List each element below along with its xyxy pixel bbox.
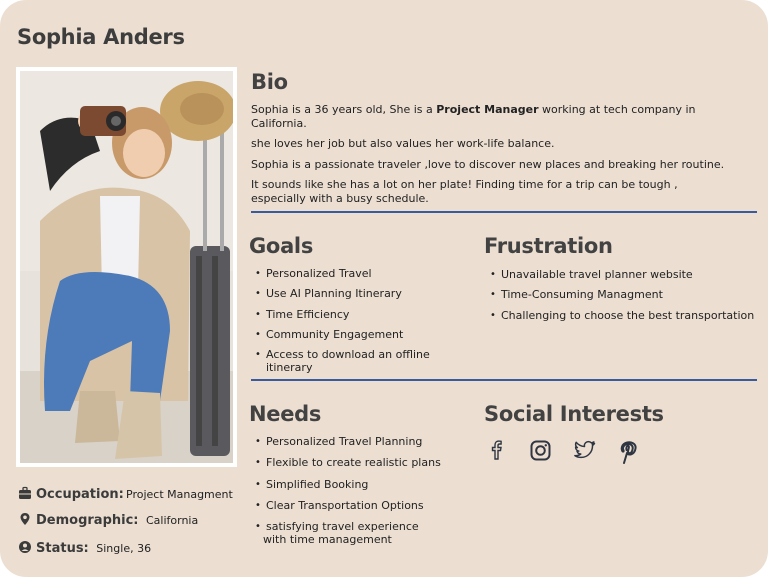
demographic-row xyxy=(18,512,198,528)
bio-line-1: Sophia is a 36 years old, She is a Project Manager working at tech company in California. xyxy=(251,103,696,130)
needs-heading: Needs xyxy=(249,402,322,426)
occupation-label: Occupation: xyxy=(36,487,124,502)
list-item: • Challenging to choose the best transportation xyxy=(487,309,757,329)
occupation-row xyxy=(18,486,233,502)
list-item: • Simplified Booking xyxy=(252,478,477,499)
list-item: • Flexible to create realistic plans xyxy=(252,456,477,477)
list-item: • Access to download an offline itinerary xyxy=(252,348,477,368)
status-icon xyxy=(18,540,32,554)
goals-list xyxy=(252,267,477,375)
bio-line-3: Sophia is a passionate traveler ,love to discover new places and breaking her routine. xyxy=(251,157,725,171)
list-item: • Time-Consuming Managment xyxy=(487,288,757,308)
persona-photo-image xyxy=(20,71,233,463)
list-item: • Time Efficiency xyxy=(252,308,477,328)
bio-line-2: she loves her job but also values her work-life balance. xyxy=(251,137,555,150)
list-item: • Community Engagement xyxy=(252,328,477,348)
demographic-label: Demographic: xyxy=(36,513,139,528)
frustration-heading: Frustration xyxy=(484,234,613,258)
persona-photo xyxy=(16,67,237,467)
pinterest-icon[interactable] xyxy=(617,440,641,464)
frustration-list xyxy=(487,268,757,329)
divider-bottom xyxy=(251,379,757,381)
status-row xyxy=(18,540,151,556)
persona-name: Sophia Anders xyxy=(17,25,185,49)
list-item: • Personalized Travel xyxy=(252,267,477,287)
occupation-value: Project Managment xyxy=(126,488,233,501)
status-label: Status: xyxy=(36,541,89,556)
status-value: Single, 36 xyxy=(96,542,152,555)
bio-line-4b: especially with a busy schedule. xyxy=(251,191,429,205)
briefcase-icon xyxy=(18,486,32,500)
goals-heading: Goals xyxy=(249,234,314,258)
social-heading: Social Interests xyxy=(484,402,664,426)
demographic-value: California xyxy=(146,514,199,527)
instagram-icon[interactable] xyxy=(530,440,551,461)
facebook-icon[interactable] xyxy=(490,440,502,460)
bio-line-4a: It sounds like she has a lot on her plate! Finding time for a trip can be tough , xyxy=(251,178,678,191)
location-pin-icon xyxy=(18,512,32,526)
list-item: • satisfying travel experience with time management xyxy=(252,520,477,541)
list-item: • Unavailable travel planner website xyxy=(487,268,757,288)
list-item: • Clear Transportation Options xyxy=(252,499,477,520)
bio-heading: Bio xyxy=(251,70,288,94)
bio-text xyxy=(251,103,741,205)
twitter-icon[interactable] xyxy=(574,440,596,460)
list-item: • Use AI Planning Itinerary xyxy=(252,287,477,307)
list-item: • Personalized Travel Planning xyxy=(252,435,477,456)
divider-top xyxy=(251,211,757,213)
needs-list xyxy=(252,435,477,547)
